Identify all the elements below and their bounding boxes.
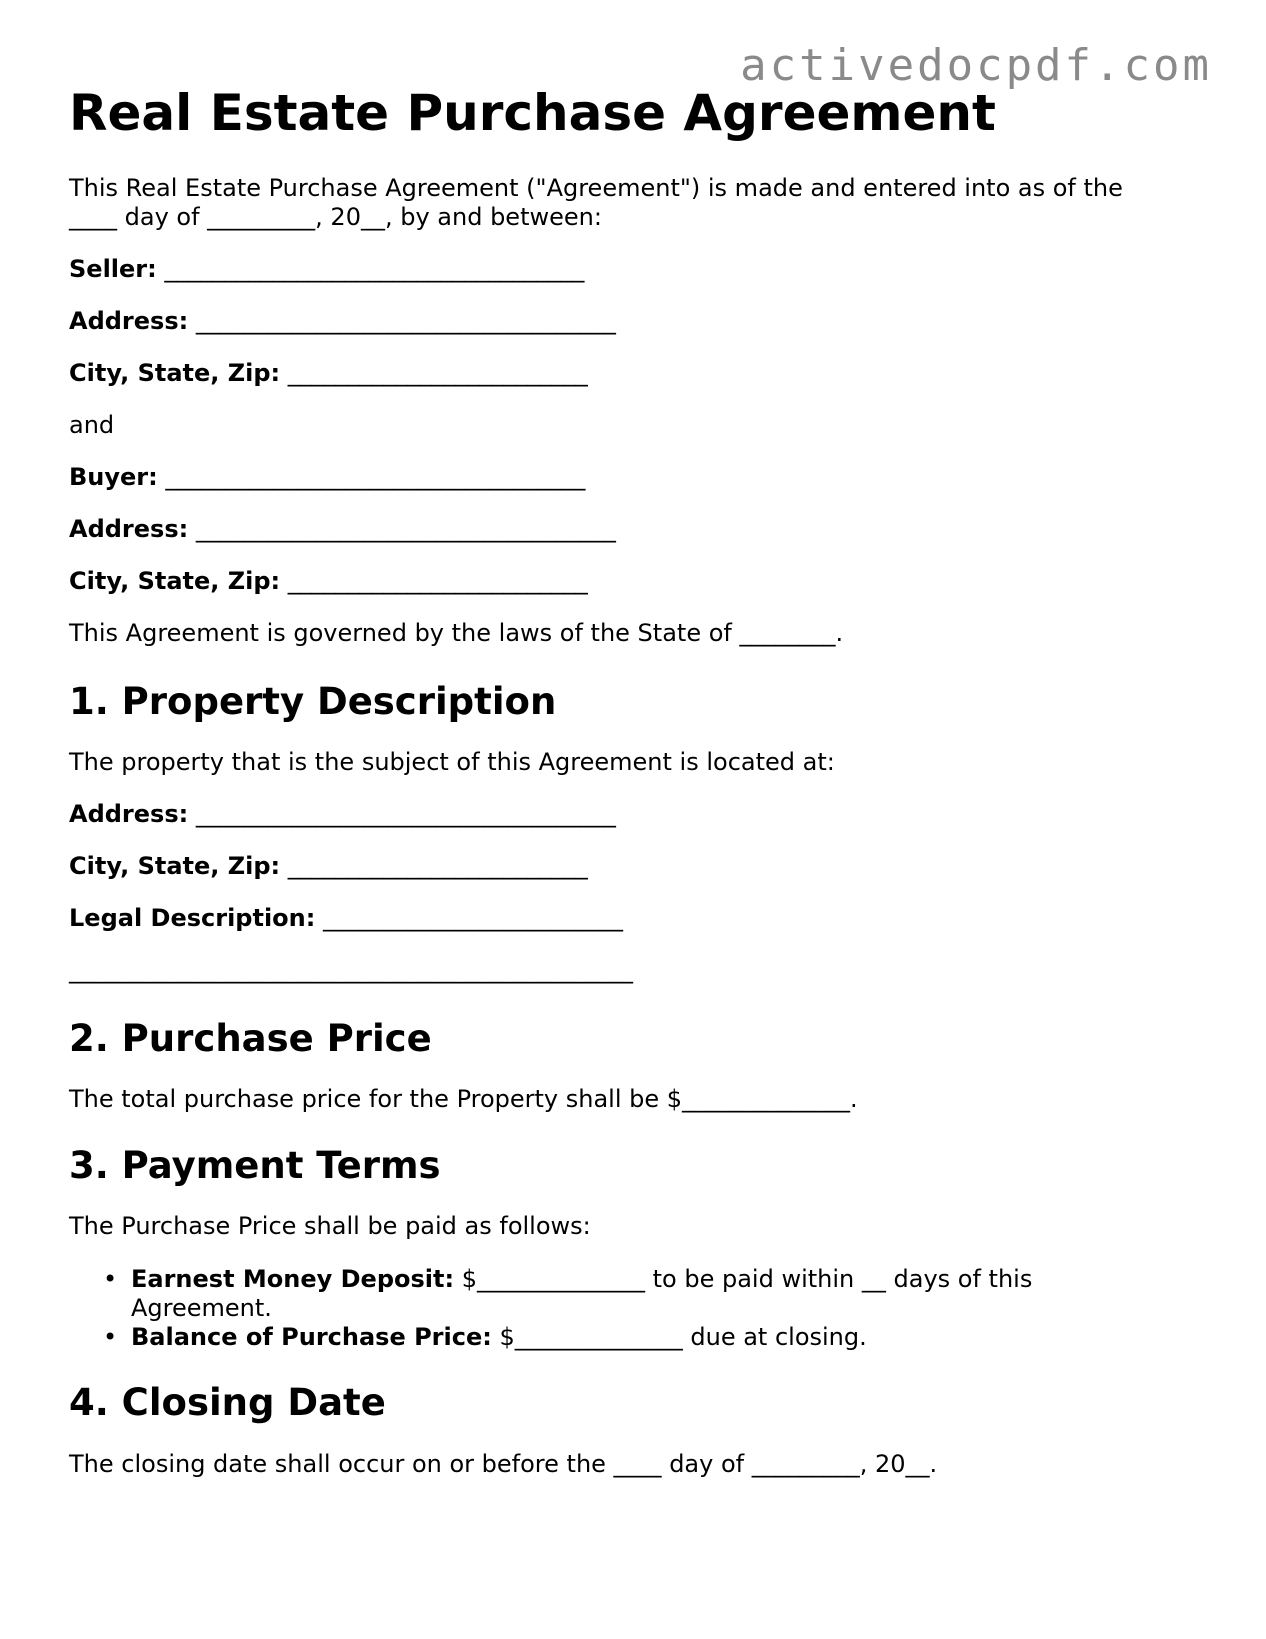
watermark: activedocpdf.com xyxy=(740,40,1212,91)
intro-line-2: ____ day of _________, 20__, by and between: xyxy=(69,203,602,231)
seller-csz-label: City, State, Zip: xyxy=(69,359,281,387)
bullet-icon: • xyxy=(103,1265,118,1293)
property-address-field xyxy=(69,800,616,829)
buyer-name-field xyxy=(69,463,585,492)
and-text: and xyxy=(69,411,115,439)
buyer-address-label: Address: xyxy=(69,515,189,543)
seller-name-blank: ___________________________________ xyxy=(164,255,585,283)
legal-description-blank-line-2: _______________________________________________ xyxy=(69,956,633,984)
section-1-intro: The property that is the subject of this Agreement is located at: xyxy=(69,748,835,776)
earnest-money-text: $______________ to be paid within __ days of this xyxy=(454,1265,1033,1293)
bullet-icon: • xyxy=(103,1323,118,1351)
intro-line-1: This Real Estate Purchase Agreement ("Agreement") is made and entered into as of the xyxy=(69,174,1123,202)
section-3-intro: The Purchase Price shall be paid as follows: xyxy=(69,1212,591,1240)
seller-csz-field xyxy=(69,359,588,388)
section-1-heading: 1. Property Description xyxy=(69,680,557,723)
list-item-balance xyxy=(69,1323,1032,1352)
balance-label: Balance of Purchase Price: xyxy=(131,1323,492,1351)
balance-text: $______________ due at closing. xyxy=(491,1323,867,1351)
seller-address-label: Address: xyxy=(69,307,189,335)
page-title: Real Estate Purchase Agreement xyxy=(69,84,996,142)
intro-paragraph xyxy=(69,174,1123,232)
section-4-heading: 4. Closing Date xyxy=(69,1381,386,1424)
section-2-heading: 2. Purchase Price xyxy=(69,1017,432,1060)
legal-description-label: Legal Description: xyxy=(69,904,316,932)
buyer-csz-field xyxy=(69,567,588,596)
property-address-label: Address: xyxy=(69,800,189,828)
list-item-earnest-money xyxy=(69,1265,1032,1323)
buyer-csz-blank: _________________________ xyxy=(287,567,588,595)
seller-csz-blank: _________________________ xyxy=(287,359,588,387)
buyer-address-field xyxy=(69,515,616,544)
seller-name-field xyxy=(69,255,584,284)
buyer-address-blank: ___________________________________ xyxy=(195,515,616,543)
legal-description-blank: _________________________ xyxy=(323,904,623,932)
legal-description-field xyxy=(69,904,623,933)
seller-name-label: Seller: xyxy=(69,255,157,283)
property-address-blank: ___________________________________ xyxy=(195,800,616,828)
earnest-money-text-line-2: Agreement. xyxy=(131,1294,272,1322)
payment-terms-list xyxy=(69,1265,1032,1352)
earnest-money-label: Earnest Money Deposit: xyxy=(131,1265,455,1293)
property-csz-label: City, State, Zip: xyxy=(69,852,281,880)
property-csz-field xyxy=(69,852,588,881)
governing-law: This Agreement is governed by the laws of the State of ________. xyxy=(69,619,844,647)
buyer-csz-label: City, State, Zip: xyxy=(69,567,281,595)
section-3-heading: 3. Payment Terms xyxy=(69,1144,441,1187)
property-csz-blank: _________________________ xyxy=(287,852,588,880)
closing-date-text: The closing date shall occur on or before the ____ day of _________, 20__. xyxy=(69,1450,938,1478)
buyer-name-label: Buyer: xyxy=(69,463,158,491)
seller-address-field xyxy=(69,307,616,336)
seller-address-blank: ___________________________________ xyxy=(195,307,616,335)
purchase-price-text: The total purchase price for the Property shall be $______________. xyxy=(69,1085,858,1113)
buyer-name-blank: ___________________________________ xyxy=(165,463,586,491)
